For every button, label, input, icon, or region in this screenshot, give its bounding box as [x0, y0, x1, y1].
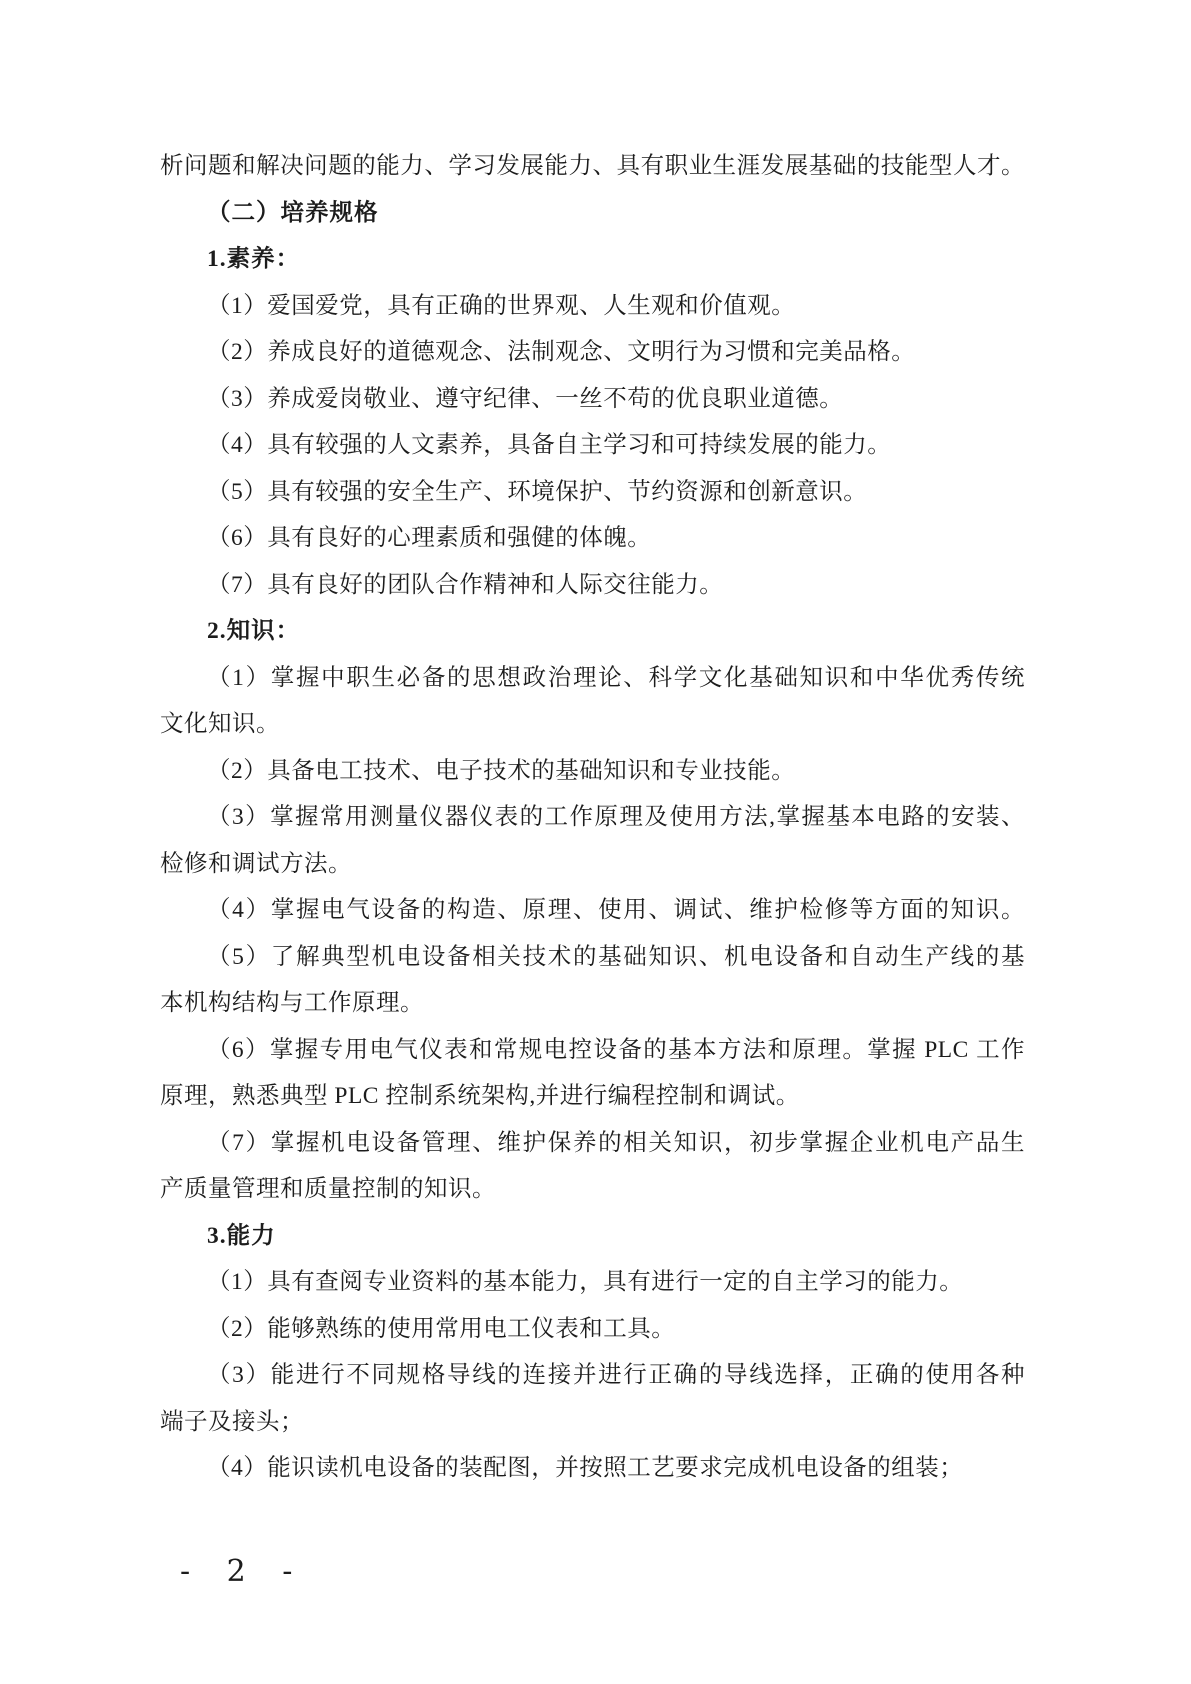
list-item: （6）掌握专用电气仪表和常规电控设备的基本方法和原理。掌握 PLC 工作 [207, 1036, 1025, 1063]
list-item: （1）具有查阅专业资料的基本能力，具有进行一定的自主学习的能力。 [207, 1269, 964, 1295]
list-item: （2）养成良好的道德观念、法制观念、文明行为习惯和完美品格。 [207, 339, 916, 365]
list-item: （5）了解典型机电设备相关技术的基础知识、机电设备和自动生产线的基 [207, 943, 1025, 970]
list-item: （7）具有良好的团队合作精神和人际交往能力。 [207, 571, 724, 598]
subsection-heading-suyang: 1.素养： [207, 246, 301, 272]
list-item: （3）能进行不同规格导线的连接并进行正确的导线选择，正确的使用各种 [207, 1362, 1025, 1388]
subsection-heading-nengli: 3.能力 [207, 1222, 276, 1249]
list-item: （4）能识读机电设备的装配图，并按照工艺要求完成机电设备的组装； [207, 1455, 964, 1481]
list-item: （2）能够熟练的使用常用电工仪表和工具。 [207, 1315, 676, 1342]
list-item-continuation: 检修和调试方法。 [160, 850, 352, 877]
list-item: （5）具有较强的安全生产、环境保护、节约资源和创新意识。 [207, 478, 868, 505]
page-number: - 2 - [180, 1554, 306, 1589]
subsection-heading-zhishi: 2.知识： [207, 618, 301, 644]
list-item-continuation: 端子及接头； [160, 1408, 304, 1435]
list-item-continuation: 产质量管理和质量控制的知识。 [160, 1176, 496, 1202]
list-item-continuation: 本机构结构与工作原理。 [160, 990, 424, 1016]
list-item: （2）具备电工技术、电子技术的基础知识和专业技能。 [207, 757, 796, 784]
list-item: （1）掌握中职生必备的思想政治理论、科学文化基础知识和中华优秀传统 [207, 664, 1025, 691]
list-item: （3）掌握常用测量仪器仪表的工作原理及使用方法,掌握基本电路的安装、 [207, 804, 1025, 830]
section-heading: （二）培养规格 [207, 199, 379, 226]
list-item: （6）具有良好的心理素质和强健的体魄。 [207, 525, 652, 551]
list-item: （1）爱国爱党，具有正确的世界观、人生观和价值观。 [207, 292, 796, 319]
list-item: （3）养成爱岗敬业、遵守纪律、一丝不苟的优良职业道德。 [207, 385, 844, 412]
continuation-paragraph: 析问题和解决问题的能力、学习发展能力、具有职业生涯发展基础的技能型人才。 [160, 153, 1025, 179]
list-item: （7）掌握机电设备管理、维护保养的相关知识，初步掌握企业机电产品生 [207, 1129, 1025, 1156]
document-body [160, 143, 1025, 1492]
list-item-continuation: 文化知识。 [160, 711, 280, 737]
list-item: （4）掌握电气设备的构造、原理、使用、调试、维护检修等方面的知识。 [207, 897, 1025, 923]
list-item: （4）具有较强的人文素养，具备自主学习和可持续发展的能力。 [207, 432, 892, 458]
list-item-continuation: 原理，熟悉典型 PLC 控制系统架构,并进行编程控制和调试。 [160, 1083, 800, 1109]
